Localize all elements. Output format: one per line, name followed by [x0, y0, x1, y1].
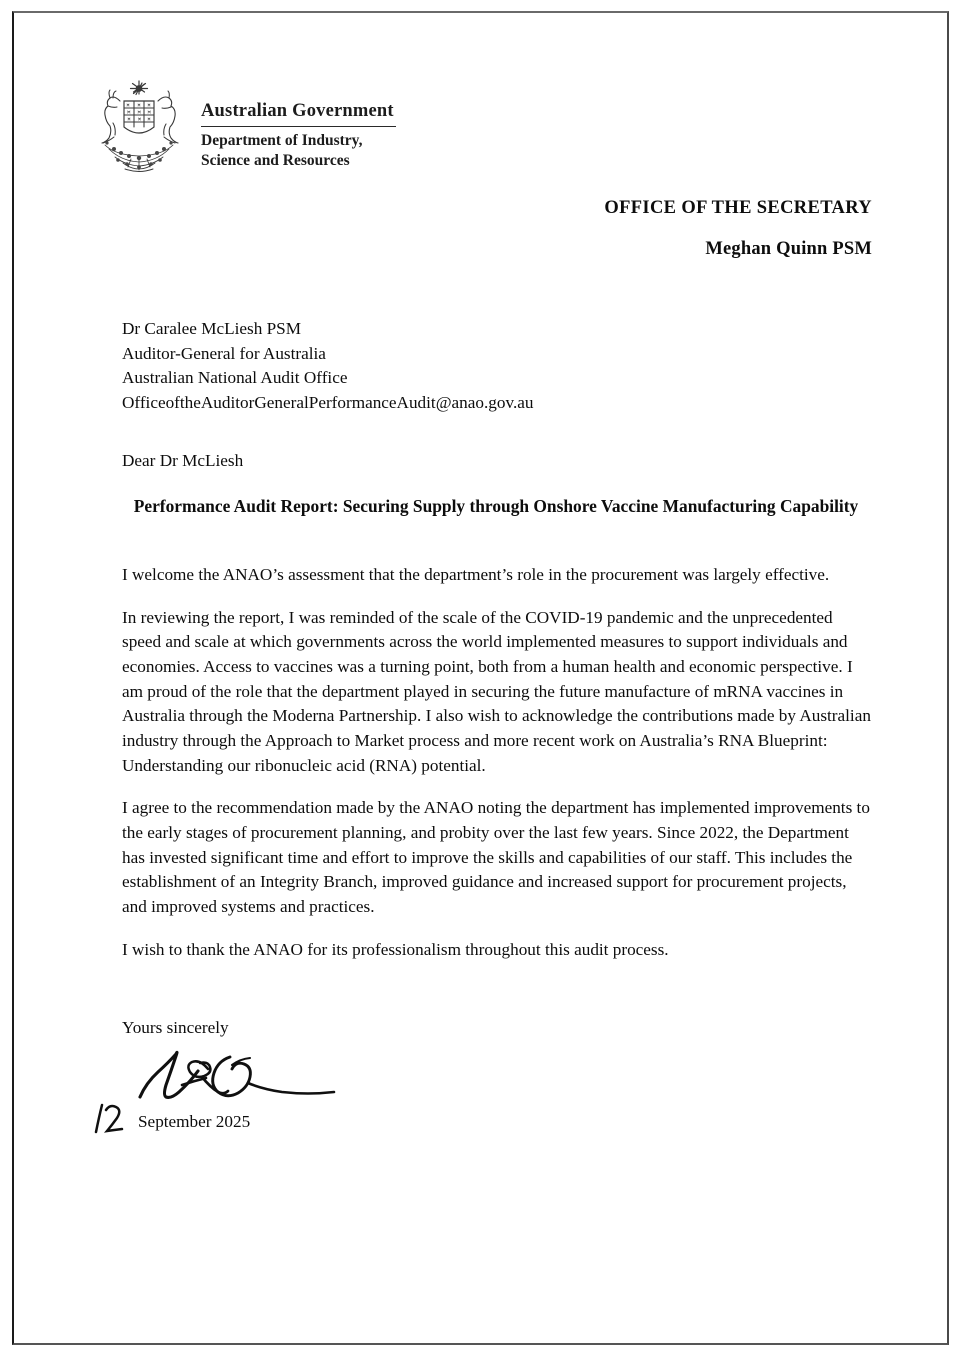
- addressee-role: Auditor-General for Australia: [122, 343, 326, 363]
- closing-salutation: Yours sincerely: [122, 1018, 229, 1037]
- salutation: Dear Dr McLiesh: [122, 451, 244, 470]
- secretary-block: [604, 198, 872, 260]
- secretary-name: Meghan Quinn PSM: [705, 239, 872, 259]
- subject-line-1: Performance Audit Report: Securing Supply through Onshore Vaccine: [133, 496, 659, 516]
- letter-body: [122, 563, 874, 962]
- australian-government-label: Australian Government: [201, 101, 394, 121]
- letter-page: [14, 13, 947, 1343]
- addressee-email: OfficeoftheAuditorGeneralPerformanceAudit@anao.gov.au: [122, 392, 534, 412]
- australian-coat-of-arms-icon: [87, 77, 191, 175]
- body-paragraph-2: In reviewing the report, I was reminded of the scale of the COVID-19 pandemic and the unprecedented speed and scale at which governments across the world implemented measures to support individuals and economies. Access to vaccines was a turning point, both from a human health and economic perspective. I am proud of the role that the department played in securing the future manufacture of mRNA vaccines in Australia through the Moderna Partnership. I also wish to acknowledge the contributions made by Australian industry through the Approach to Market process and more recent work on Australia’s RNA Blueprint: Understanding our ribonucleic acid (RNA) potential.: [122, 607, 871, 775]
- handwritten-signature-icon: [132, 1045, 382, 1107]
- body-paragraph-1: I welcome the ANAO’s assessment that the department’s role in the procurement was largely effective.: [122, 565, 830, 584]
- letterhead-divider: [201, 126, 396, 127]
- body-paragraph-3: I agree to the recommendation made by the ANAO noting the department has implemented improvements to the early stages of procurement planning, and probity over the last few years. Since 2022, the Department has invested significant time and effort to improve the skills and capabilities of our staff. This includes the establishment of an Integrity Branch, improved guidance and increased support for procurement projects, and improved systems and practices.: [122, 798, 870, 917]
- addressee-organisation: Australian National Audit Office: [122, 368, 348, 388]
- addressee-block: [122, 317, 533, 415]
- addressee-name: Dr Caralee McLiesh PSM: [122, 319, 302, 338]
- department-name-line-1: Department of Industry,: [201, 132, 363, 149]
- date-line: [92, 1099, 250, 1136]
- department-name-line-2: Science and Resources: [201, 151, 350, 169]
- letterhead-text: [201, 77, 396, 171]
- body-paragraph-4: I wish to thank the ANAO for its professionalism throughout this audit process.: [122, 939, 669, 959]
- page-frame: [12, 11, 949, 1345]
- subject-heading: [122, 495, 870, 518]
- letterhead: [87, 77, 396, 175]
- handwritten-day-icon: [92, 1099, 132, 1139]
- subject-line-2: Manufacturing Capability: [662, 496, 859, 516]
- office-of-the-secretary-title: OFFICE OF THE SECRETARY: [604, 198, 872, 218]
- letter-date: September 2025: [138, 1112, 251, 1131]
